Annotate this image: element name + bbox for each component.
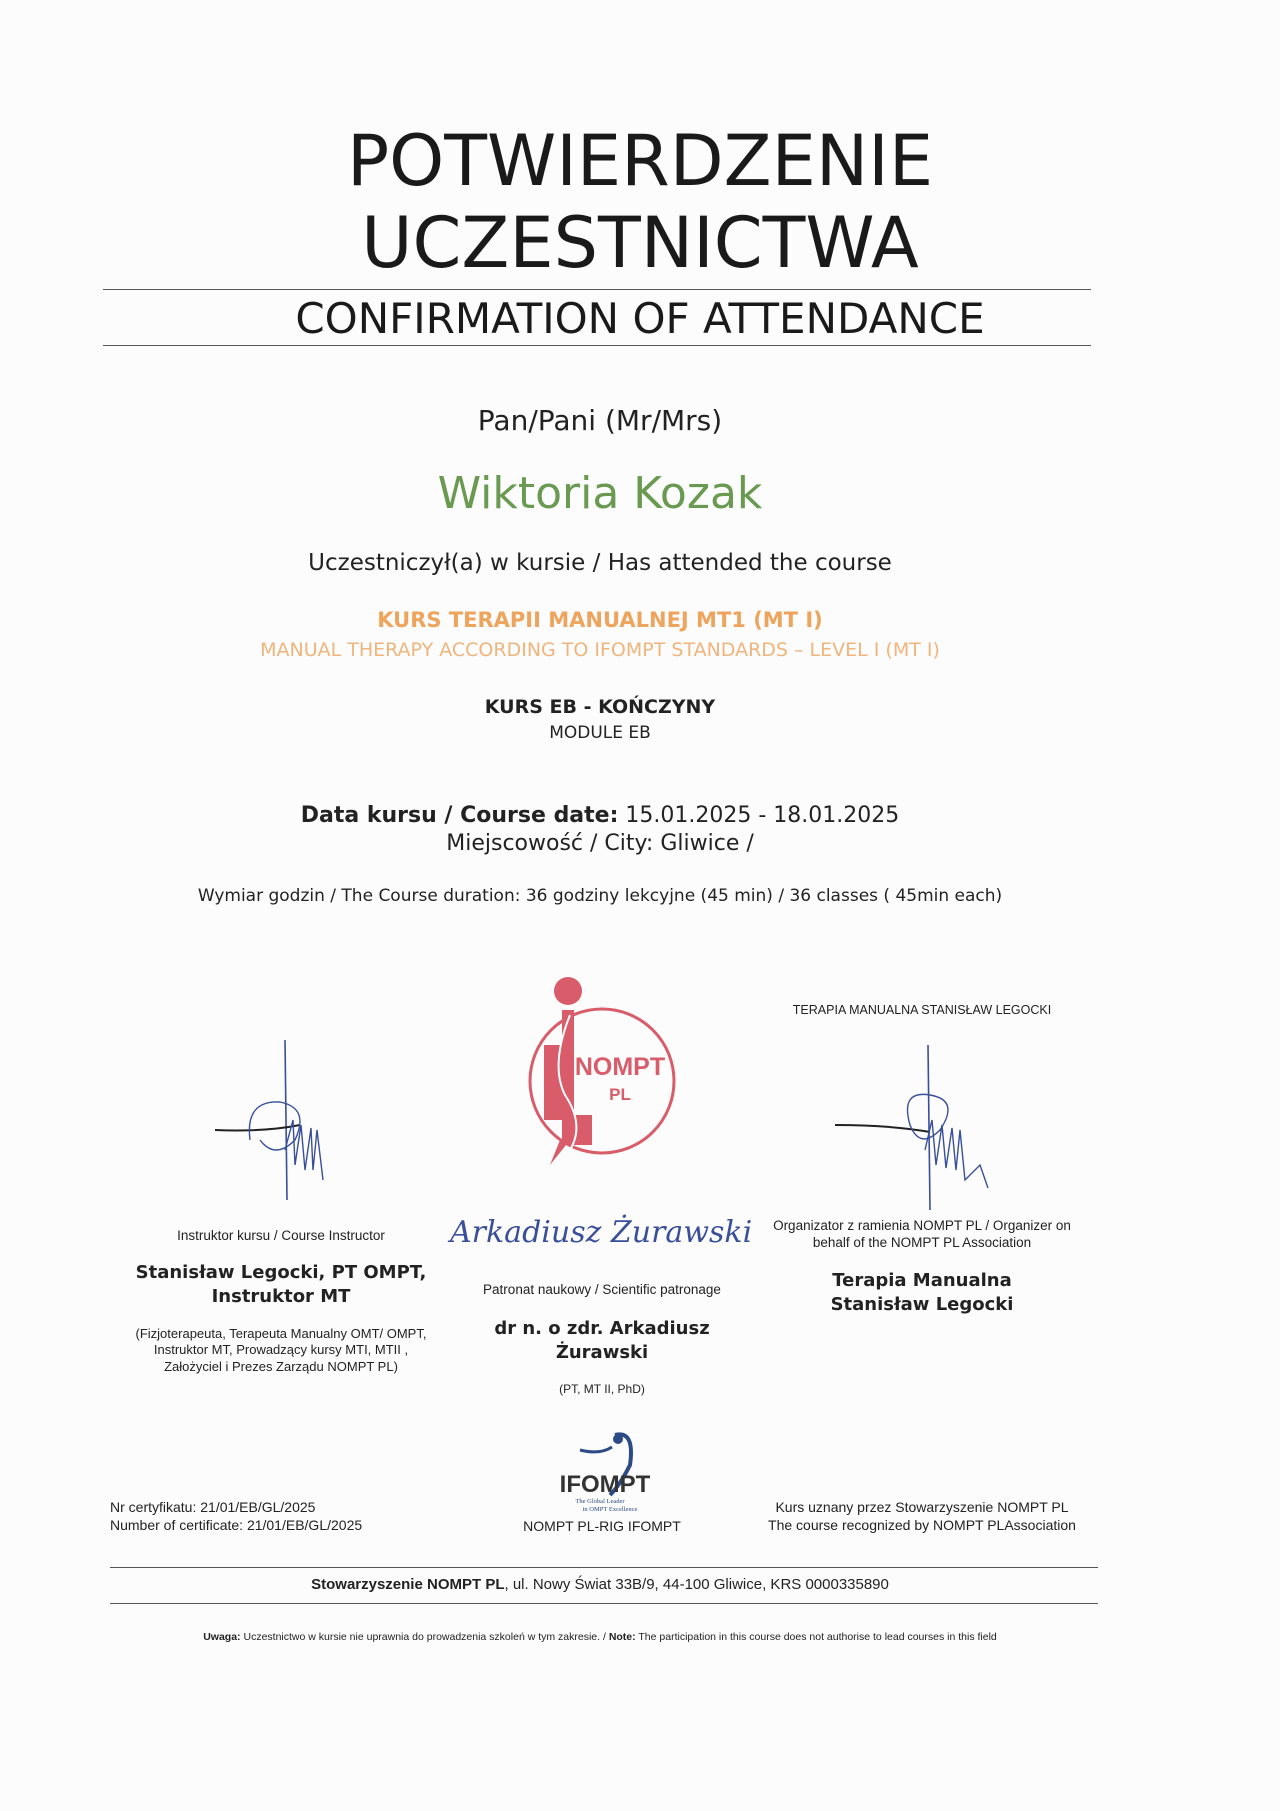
ifompt-caption: NOMPT PL-RIG IFOMPT (523, 1518, 681, 1534)
note-text-pl: Uczestnictwo w kursie nie uprawnia do prowadzenia szkoleń w tym zakresie. / (240, 1631, 609, 1643)
instructor-role: Instruktor kursu / Course Instructor (177, 1228, 385, 1243)
note-label-en: Note: (608, 1631, 636, 1643)
note-text-en: The participation in this course does not authorise to lead courses in this field (635, 1631, 997, 1643)
course-date (0, 803, 1240, 828)
subtitle: CONFIRMATION OF ATTENDANCE (295, 294, 985, 343)
logo-text-pl: PL (609, 1085, 631, 1104)
course-duration: Wymiar godzin / The Course duration: 36 godziny lekcyjne (45 min) / 36 classes ( 45min each) (197, 886, 1003, 906)
recognized-line-1: Kurs uznany przez Stowarzyszenie NOMPT PL (775, 1499, 1069, 1515)
footer-note (0, 1631, 1240, 1643)
footer-address-text: , ul. Nowy Świat 33B/9, 44-100 Gliwice, KRS 0000335890 (504, 1576, 889, 1593)
nompt-logo (520, 975, 690, 1165)
footer-org: Stowarzyszenie NOMPT PL (311, 1576, 505, 1593)
recognized-line-2: The course recognized by NOMPT PLAssociation (768, 1517, 1076, 1533)
patron-name-2: Żurawski (555, 1342, 649, 1363)
participant-name: Wiktoria Kozak (437, 468, 763, 519)
module-en: MODULE EB (549, 723, 651, 743)
title-line-1: POTWIERDZENIE (346, 120, 934, 202)
city-label: Miejscowość / City: (446, 831, 654, 856)
ifompt-tagline-1: The Global Leader (575, 1498, 625, 1505)
date-value: 15.01.2025 - 18.01.2025 (625, 803, 900, 828)
footer-address (0, 1576, 1240, 1593)
module-pl: KURS EB - KOŃCZYNY (484, 696, 716, 718)
organizer-role-2: behalf of the NOMPT PL Association (812, 1235, 1032, 1250)
ifompt-wordmark: IFOMPT (559, 1471, 651, 1498)
certificate-number-pl: Nr certyfikatu: 21/01/EB/GL/2025 (110, 1499, 316, 1515)
ifompt-logo (540, 1425, 670, 1520)
instructor-desc-3: Założyciel i Prezes Zarządu NOMPT PL) (164, 1359, 398, 1374)
patron-role: Patronat naukowy / Scientific patronage (483, 1282, 721, 1297)
date-label: Data kursu / Course date: (300, 803, 619, 828)
organizer-role-1: Organizator z ramienia NOMPT PL / Organizer on (773, 1218, 1071, 1233)
divider-top (103, 289, 1091, 290)
organizer-name-2: Stanisław Legocki (830, 1294, 1014, 1315)
attended-text: Uczestniczył(a) w kursie / Has attended the course (308, 550, 892, 576)
instructor-desc-2: Instruktor MT, Prowadzący kursy MTI, MTII , (153, 1342, 409, 1357)
ifompt-tagline-2: in OMPT Excellence (582, 1506, 638, 1513)
organizer-signature (830, 1040, 1000, 1215)
salutation: Pan/Pani (Mr/Mrs) (477, 404, 723, 437)
instructor-name-1: Stanisław Legocki, PT OMPT, (135, 1262, 427, 1283)
footer-divider-bottom (110, 1603, 1098, 1604)
city-value: Gliwice / (660, 831, 754, 856)
organizer-name-1: Terapia Manualna (832, 1270, 1012, 1291)
instructor-name-2: Instruktor MT (211, 1286, 351, 1307)
logo-text-nompt: NOMPT (574, 1053, 666, 1081)
organizer-stamp: TERAPIA MANUALNA STANISŁAW LEGOCKI (792, 1003, 1052, 1017)
course-title-pl: KURS TERAPII MANUALNEJ MT1 (MT I) (377, 608, 823, 632)
patron-name-1: dr n. o zdr. Arkadiusz (494, 1318, 710, 1339)
note-label-pl: Uwaga: (203, 1631, 241, 1643)
patron-degrees: (PT, MT II, PhD) (559, 1382, 645, 1396)
patron-signature: Arkadiusz Żurawski (450, 1215, 753, 1250)
certificate-number-en: Number of certificate: 21/01/EB/GL/2025 (110, 1517, 363, 1533)
course-title-en: MANUAL THERAPY ACCORDING TO IFOMPT STANDARDS – LEVEL I (MT I) (260, 639, 940, 661)
title-line-2: UCZESTNICTWA (361, 202, 919, 284)
instructor-signature (205, 1030, 345, 1205)
course-city (0, 831, 1240, 856)
footer-divider-top (110, 1567, 1098, 1568)
divider-bottom (103, 345, 1091, 346)
instructor-desc-1: (Fizjoterapeuta, Terapeuta Manualny OMT/ OMPT, (135, 1326, 427, 1341)
